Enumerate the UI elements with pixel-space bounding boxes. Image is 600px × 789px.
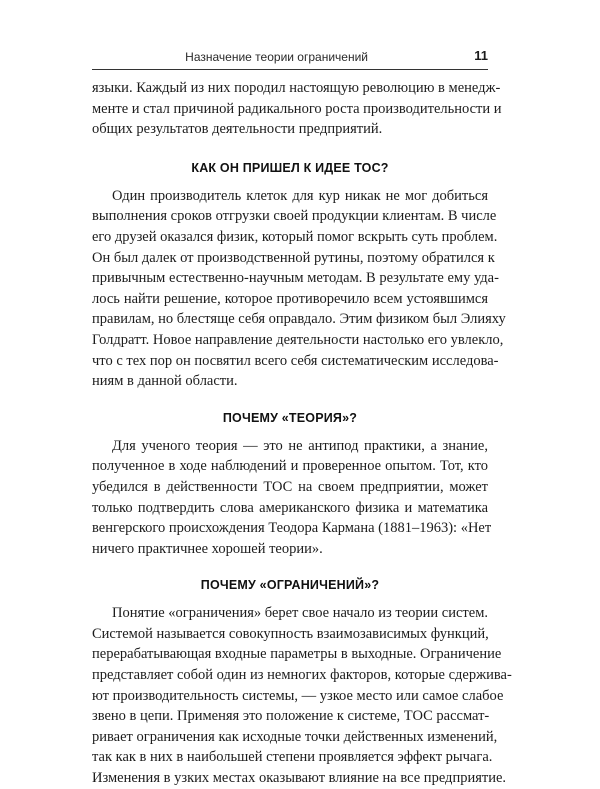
text-line: ют производительность системы, — узкое место или самое слабое bbox=[92, 687, 504, 704]
text-line: Изменения в узких местах оказывают влияние на все предприятие. bbox=[92, 770, 507, 787]
text-line: Понятие «ограничения» берет свое начало из теории систем. bbox=[112, 605, 489, 622]
text-line: Голдратт. Новое направление деятельности настолько его увлекло, bbox=[92, 331, 504, 348]
section-paragraph bbox=[92, 186, 506, 392]
page-body bbox=[92, 78, 512, 789]
text-line: что с тех пор он посвятил всего себя систематическим исследова- bbox=[92, 352, 499, 369]
text-line: выполнения сроков отгрузки своей продукции клиентам. В числе bbox=[92, 208, 497, 225]
page-number: 11 bbox=[474, 48, 488, 63]
text-line: Для ученого теория — это не антипод практики, а знание, bbox=[112, 437, 488, 454]
header-rule bbox=[92, 69, 488, 70]
text-line: привычным естественно-научным методам. В результате ему уда- bbox=[92, 270, 499, 287]
text-line: убедился в действенности ТОС на своем предприятии, может bbox=[92, 478, 488, 495]
running-header bbox=[92, 46, 488, 70]
running-header-title: Назначение теории ограничений bbox=[185, 50, 368, 64]
text-line: языки. Каждый из них породил настоящую революцию в менедж- bbox=[92, 80, 501, 96]
text-line: так как в них в наибольшей степени проявляется эффект рычага. bbox=[92, 749, 493, 766]
text-line: Он был далек от производственной рутины, поэтому обратился к bbox=[92, 249, 495, 266]
text-line: правилам, но блестяще себя оправдало. Этим физиком был Элияху bbox=[92, 311, 506, 328]
text-line: полученное в ходе наблюдений и проверенное опытом. Тот, кто bbox=[92, 458, 488, 475]
text-line: звено в цепи. Применяя это положение к системе, ТОС рассмат- bbox=[92, 708, 490, 725]
text-line: венгерского происхождения Теодора Кармана (1881–1963): «Нет bbox=[92, 520, 492, 537]
text-line: перерабатывающая входные параметры в выходные. Ограничение bbox=[92, 646, 502, 663]
text-line: только подтвердить слова американского физика и математика bbox=[92, 499, 488, 516]
section-paragraph bbox=[92, 436, 492, 560]
text-line: Один производитель клеток для кур никак не мог добиться bbox=[112, 187, 488, 204]
section-heading: ПОЧЕМУ «ОГРАНИЧЕНИЙ»? bbox=[200, 578, 380, 593]
text-line: Системой называется совокупность взаимозависимых функций, bbox=[92, 625, 489, 642]
text-line: менте и стал причиной радикального роста производительности и bbox=[92, 100, 502, 117]
text-line: общих результатов деятельности предприятий. bbox=[92, 121, 383, 138]
text-line: лось найти решение, которое противоречило всем устоявшимся bbox=[92, 290, 488, 307]
section-heading: ПОЧЕМУ «ТЕОРИЯ»? bbox=[222, 410, 358, 425]
text-line: ничего практичнее хорошей теории». bbox=[92, 540, 323, 557]
text-line: ривает ограничения как исходные точки действенных изменений, bbox=[92, 728, 498, 745]
text-line: представляет собой один из немногих факторов, которые сдержива- bbox=[92, 667, 512, 684]
section-paragraph bbox=[92, 603, 512, 788]
section-heading: КАК ОН ПРИШЕЛ К ИДЕЕ ТОС? bbox=[191, 160, 389, 175]
intro-paragraph bbox=[92, 78, 502, 140]
text-line: ниям в данной области. bbox=[92, 373, 238, 390]
text-line: его друзей оказался физик, который помог вскрыть суть проблем. bbox=[92, 228, 498, 245]
